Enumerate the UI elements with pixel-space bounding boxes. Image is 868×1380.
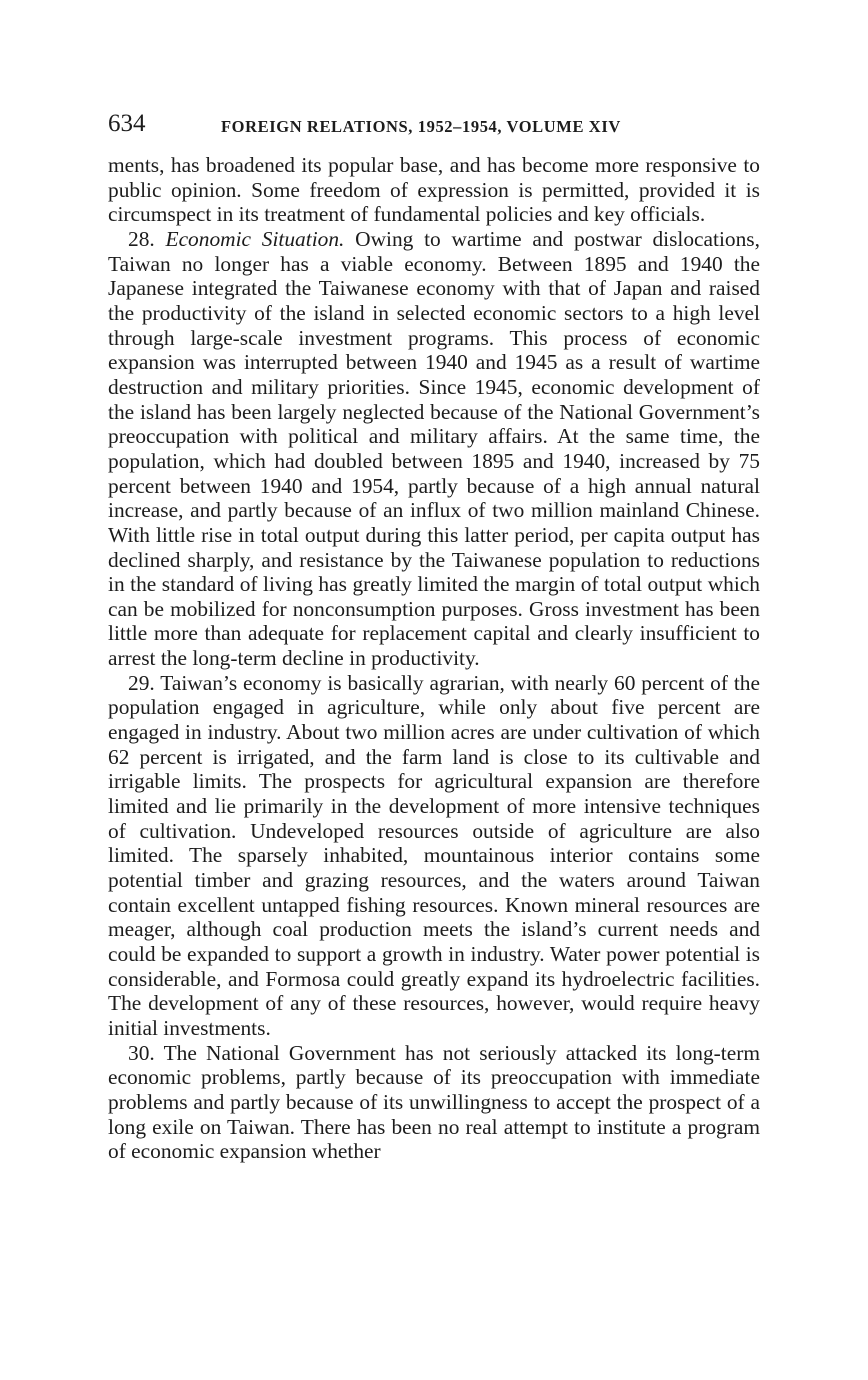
paragraph-30: 30. The National Government has not seriously attacked its long-term economic problems, partly because of its preoccupation with immediate problems and partly because of its unwillingness to accept the prospect of a long exile on Taiwan. There has been no real attempt to institute a program of economic expansion whether	[108, 1040, 760, 1164]
body-text	[108, 153, 760, 1164]
paragraph-continued: ments, has broadened its popular base, and has become more responsive to public opinion. Some freedom of expression is permitted, provided it is circumspect in its treatment of fundamental policies and key officials.	[108, 153, 760, 227]
page-number: 634	[108, 110, 146, 137]
paragraph-29: 29. Taiwan’s economy is basically agrarian, with nearly 60 percent of the population engaged in agriculture, while only about five percent are engaged in industry. About two million acres are under cultivation of which 62 percent is irrigated, and the farm land is close to its cultivable and irrigable limits. The prospects for agricultural expansion are therefore limited and lie primarily in the development of more intensive techniques of cultivation. Undeveloped resources outside of agriculture are also limited. The sparsely inhabited, mountainous interior contains some potential timber and grazing resources, and the waters around Taiwan contain excellent untapped fishing resources. Known mineral resources are meager, although coal production meets the island’s current needs and could be expanded to support a growth in industry. Water power potential is considerable, and Formosa could greatly expand its hydroelectric facilities. The development of any of these resources, however, would require heavy initial investments.	[108, 670, 760, 1040]
paragraph-number: 28.	[128, 226, 155, 251]
page-header	[108, 108, 760, 148]
paragraph-28	[108, 227, 760, 671]
section-heading: Economic Situation.	[165, 226, 345, 251]
paragraph-text: Owing to wartime and postwar dislocations, Taiwan no longer has a viable economy. Between 1895 and 1940 the Japanese integrated the Taiwanese economy with that of Japan and raised the productivity of the island in selected economic sectors to a high level through large-scale investment programs. This process of economic expansion was interrupted between 1940 and 1945 as a result of wartime destruction and military priorities. Since 1945, economic development of the island has been largely neglected because of the National Government’s preoccupation with political and military affairs. At the same time, the population, which had doubled between 1895 and 1940, increased by 75 percent between 1940 and 1954, partly because of a high annual natural increase, and partly because of an influx of two million mainland Chinese. With little rise in total output during this latter period, per capita output has declined sharply, and resistance by the Taiwanese population to reductions in the standard of living has greatly limited the margin of total output which can be mobilized for nonconsumption purposes. Gross investment has been little more than adequate for replacement capital and clearly insufficient to arrest the long-term decline in productivity.	[108, 226, 760, 671]
running-title: FOREIGN RELATIONS, 1952–1954, VOLUME XIV	[221, 117, 621, 136]
